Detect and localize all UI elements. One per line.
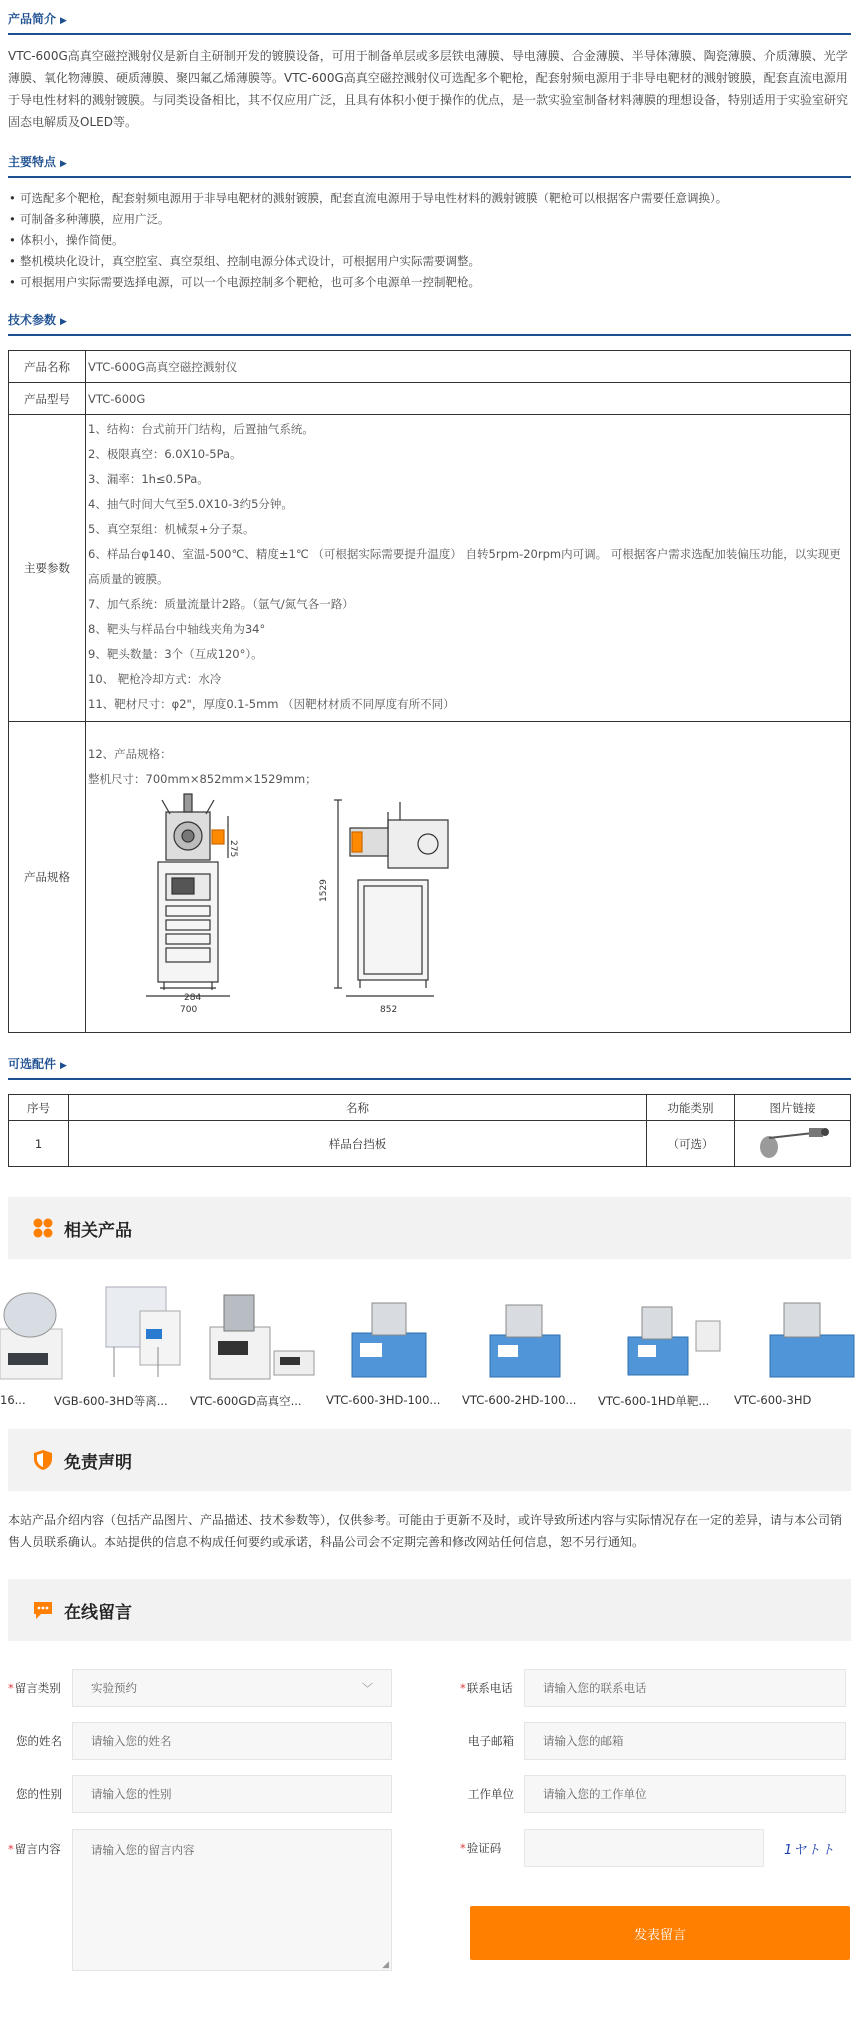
product-image [462,1281,598,1385]
product-caption: VTC-600-1HD单靶... [598,1394,710,1408]
accessories-title: 可选配件 [8,1057,57,1071]
message-form [8,1669,851,2019]
gender-input[interactable]: 请输入您的性别 [72,1775,392,1813]
form-row-type [8,1669,392,1707]
field-label [8,1680,72,1696]
dimension-drawings [88,792,848,1022]
features-title: 主要特点 [8,155,57,169]
product-image [598,1281,734,1385]
email-input[interactable]: 请输入您的邮箱 [524,1722,846,1760]
email-label: 电子邮箱 [468,1734,514,1748]
field-label [460,1680,524,1696]
spec-line: 7、加气系统：质量流量计2路。（氩气/氮气各一路） [88,597,354,611]
spec-line: 1、结构：台式前开门结构，后置抽气系统。 [88,422,314,436]
spec-line: 9、靶头数量：3个（互成120°）。 [88,647,263,661]
dim-front-inner: 284 [184,993,202,1003]
feature-item: • 可选配多个靶枪，配套射频电源用于非导电靶材的溅射镀膜，配套直流电源用于导电性材料的溅射镀膜（靶枪可以根据客户需要任意调换）。 [8,188,851,209]
spec-key: 产品规格 [9,722,86,1033]
captcha-label: 验证码 [466,1841,502,1855]
message-placeholder: 请输入您的留言内容 [91,1843,195,1857]
features-heading [8,143,851,178]
product-card[interactable] [54,1281,190,1409]
captcha-image[interactable]: 1ヤトト [784,1842,836,1858]
submit-button[interactable]: 发表留言 [470,1906,850,1960]
feature-item: • 整机模块化设计，真空腔室、真空泵组、控制电源分体式设计，可根据用户实际需要调整。 [8,251,851,272]
form-row-gender [8,1775,392,1813]
intro-text: VTC-600G高真空磁控溅射仪是新自主研制开发的镀膜设备，可用于制备单层或多层铁电薄膜、导电薄膜、合金薄膜、半导体薄膜、陶瓷薄膜、介质薄膜、光学薄膜、氧化物薄膜、硬质薄膜、聚四氟乙烯薄膜等。VTC-600G高真空磁控溅射仪可选配多个靶枪，配套射频电源用于非导电靶材的溅射镀膜，配套直流电源用于导电性材料的溅射镀膜。与同类设备相比，其不仅应用广泛，且具有体积小便于操作的优点，是一款实验室制备材料薄膜的理想设备，特别适用于实验室研究固态电解质及OLED等。 [8,49,849,129]
col-header: 名称 [69,1095,647,1121]
disclaimer-heading [8,1429,851,1491]
col-header: 功能类别 [647,1095,735,1121]
spec-line: 6、样品台φ140、室温-500℃、精度±1℃ （可根据实际需要提升温度） 自转5rpm-20rpm内可调。 可根据客户需求选配加装偏压功能，以实现更高质量的镀膜。 [88,547,841,586]
product-card[interactable] [734,1281,854,1407]
field-label [460,1840,524,1856]
spec-line: 11、靶材尺寸：φ2"，厚度0.1-5mm （因靶材材质不同厚度有所不同） [88,697,455,711]
intro-title: 产品简介 [8,12,57,26]
related-carousel[interactable] [0,1281,851,1411]
form-row-email [460,1722,846,1760]
feature-item: • 体积小，操作简便。 [8,230,851,251]
required-mark: * [8,1842,14,1856]
product-caption: 16... [0,1393,26,1407]
disclaimer-text: 本站产品介绍内容（包括产品图片、产品描述、技术参数等），仅供参考。可能由于更新不及时，或许导致所述内容与实际情况存在一定的差异，请与本公司销售人员联系确认。本站提供的信息不构成任何要约或承诺，科晶公司会不定期完善和修改网站任何信息，恕不另行通知。 [8,1513,843,1549]
chat-icon [32,1599,54,1621]
spec-main-values [86,415,851,722]
message-textarea[interactable] [72,1829,392,1971]
chevron-down-icon: ﹀ [362,1682,373,1695]
disclaimer-title: 免责声明 [64,1452,132,1473]
spec-row-name [9,351,851,383]
resize-handle-icon: ◢ [382,1960,389,1970]
sample-baffle-image [753,1124,833,1160]
company-label: 工作单位 [468,1787,514,1801]
triangle-right-icon: ▶ [60,317,67,327]
form-row-name [8,1722,392,1760]
name-input[interactable]: 请输入您的姓名 [72,1722,392,1760]
product-caption: VTC-600-3HD-100... [326,1393,441,1407]
table-row [9,1121,851,1167]
spec-size-values [86,722,851,1033]
spec-line: 2、极限真空：6.0X10-5Pa。 [88,447,242,461]
message-heading [8,1579,851,1641]
product-image [734,1281,854,1385]
related-title: 相关产品 [64,1220,132,1241]
product-caption: VTC-600-2HD-100... [462,1393,577,1407]
accessory-image-link[interactable] [735,1121,851,1167]
spec-line: 8、靶头与样品台中轴线夹角为34° [88,622,266,636]
related-heading [8,1197,851,1259]
product-caption: VGB-600-3HD等离... [54,1394,168,1408]
accessories-header-row [9,1095,851,1121]
dim-front-width: 700 [180,1005,198,1015]
product-caption: VTC-600-3HD [734,1393,812,1407]
phone-label: 联系电话 [466,1681,513,1695]
name-label: 您的姓名 [16,1734,62,1748]
intro-heading [8,0,851,35]
captcha-input[interactable] [524,1829,764,1867]
machine-drawing-image [88,792,848,1022]
product-image [190,1281,326,1385]
form-row-captcha [460,1829,835,1867]
phone-input[interactable]: 请输入您的联系电话 [524,1669,846,1707]
dim-front-height: 275 [228,840,238,858]
dim-side-height: 1529 [319,879,329,902]
spec-key: 主要参数 [9,415,86,722]
shield-icon [32,1449,54,1471]
grid-icon [32,1217,54,1239]
spec-line: 10、 靶枪冷却方式：水冷 [88,672,222,686]
spec-row-model [9,383,851,415]
spec-row-size [9,722,851,1033]
accessory-name: 样品台挡板 [69,1121,647,1167]
spec-value: VTC-600G高真空磁控溅射仪 [86,351,851,383]
message-label: 留言内容 [14,1842,61,1856]
triangle-right-icon: ▶ [60,16,67,26]
specs-table [8,350,851,1033]
product-card[interactable] [190,1281,326,1409]
form-row-phone [460,1669,846,1707]
type-select[interactable] [72,1669,392,1707]
product-card[interactable] [598,1281,734,1409]
gender-label: 您的性别 [16,1787,62,1801]
specs-title: 技术参数 [8,313,57,327]
product-card[interactable] [326,1281,462,1407]
spec-key: 产品型号 [9,383,86,415]
feature-item: • 可根据用户实际需要选择电源，可以一个电源控制多个靶枪，也可多个电源单一控制靶枪。 [8,272,851,293]
product-image [54,1281,190,1385]
form-row-company [460,1775,846,1813]
spec-line: 3、漏率：1h≤0.5Pa。 [88,472,209,486]
col-header: 图片链接 [735,1095,851,1121]
spec-row-main [9,415,851,722]
form-row-message [8,1829,392,1971]
message-title: 在线留言 [64,1602,132,1623]
triangle-right-icon: ▶ [60,159,67,169]
specs-heading [8,301,851,336]
required-mark: * [460,1841,466,1855]
type-select-value: 实验预约 [91,1681,137,1695]
features-list [8,178,851,301]
type-label: 留言类别 [14,1681,61,1695]
spec-value: VTC-600G [86,383,851,415]
accessories-heading [8,1045,851,1080]
accessories-table [8,1094,851,1167]
product-caption: VTC-600GD高真空... [190,1394,302,1408]
required-mark: * [460,1681,466,1695]
spec-line: 4、抽气时间大气至5.0X10-3约5分钟。 [88,497,293,511]
product-card[interactable] [462,1281,598,1407]
feature-item: • 可制备多种薄膜，应用广泛。 [8,209,851,230]
field-label [8,1829,72,1857]
accessory-no: 1 [9,1121,69,1167]
spec-line: 整机尺寸：700mm×852mm×1529mm； [88,772,317,786]
dim-side-width: 852 [380,1005,398,1015]
triangle-right-icon: ▶ [60,1061,67,1071]
accessory-type: （可选） [647,1121,735,1167]
product-image [326,1281,462,1385]
spec-line: 5、真空泵组：机械泵+分子泵。 [88,522,255,536]
spec-key: 产品名称 [9,351,86,383]
required-mark: * [8,1681,14,1695]
company-input[interactable]: 请输入您的工作单位 [524,1775,846,1813]
col-header: 序号 [9,1095,69,1121]
spec-line: 12、产品规格： [88,747,172,761]
